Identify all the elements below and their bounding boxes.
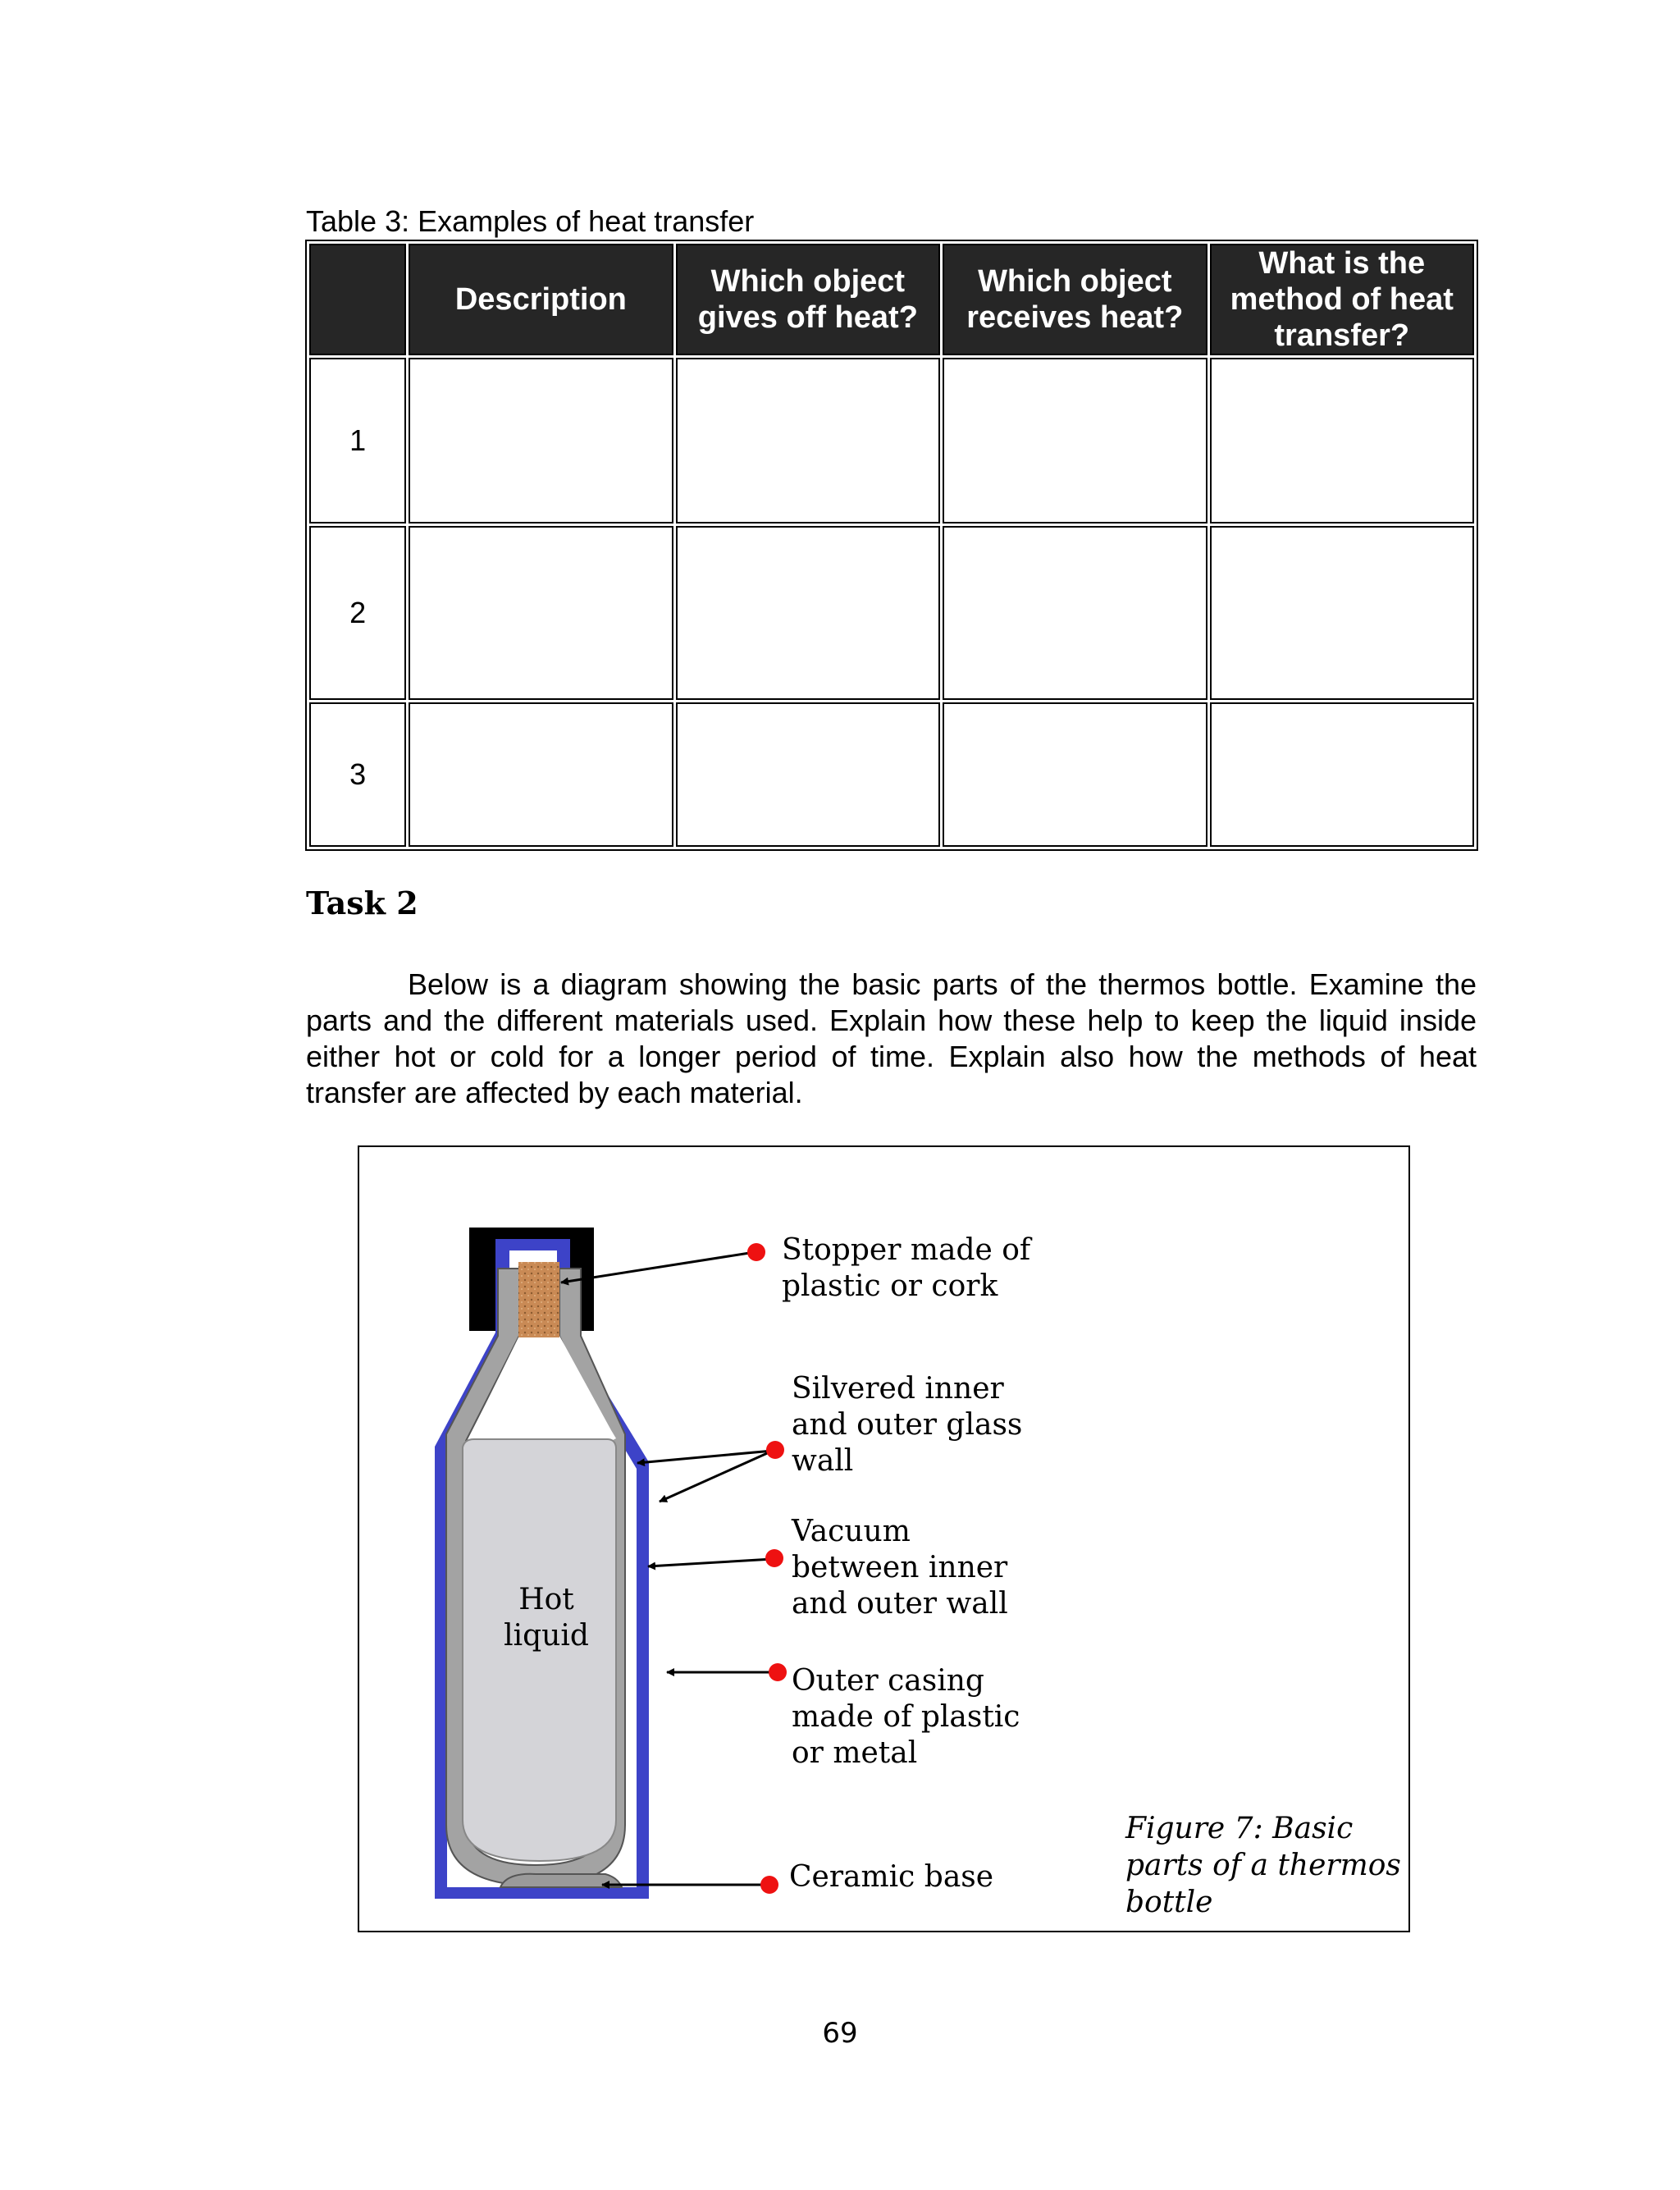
casing-label: or metal bbox=[792, 1736, 918, 1770]
glass-dot bbox=[766, 1441, 784, 1459]
table-row bbox=[309, 702, 1474, 847]
table-header-blank bbox=[309, 244, 406, 355]
casing-label: made of plastic bbox=[792, 1700, 1020, 1734]
table-header-gives-off: Which object gives off heat? bbox=[676, 244, 940, 355]
table-cell bbox=[1210, 702, 1474, 847]
thermos-figure bbox=[358, 1145, 1410, 1932]
table-header-receives: Which object receives heat? bbox=[943, 244, 1207, 355]
heat-transfer-table bbox=[305, 240, 1478, 851]
table-cell bbox=[676, 526, 940, 700]
glass-label: Silvered inner bbox=[792, 1372, 1004, 1406]
page-number: 69 bbox=[822, 2017, 858, 2050]
vacuum-label: between inner bbox=[792, 1551, 1008, 1584]
table-cell bbox=[943, 702, 1207, 847]
cork-stopper bbox=[518, 1262, 559, 1337]
glass-label: wall bbox=[792, 1444, 854, 1478]
row-number: 3 bbox=[309, 702, 406, 847]
base-label: Ceramic base bbox=[789, 1860, 994, 1894]
thermos-diagram bbox=[359, 1147, 1412, 1934]
figure-caption: parts of a thermos bbox=[1125, 1849, 1401, 1882]
table-row bbox=[309, 358, 1474, 523]
table-header-description: Description bbox=[409, 244, 673, 355]
figure-caption: Figure 7: Basic bbox=[1125, 1812, 1354, 1845]
table-cell bbox=[1210, 526, 1474, 700]
casing-label: Outer casing bbox=[792, 1664, 984, 1698]
table-cell bbox=[409, 358, 673, 523]
table-header-method: What is the method of heat transfer? bbox=[1210, 244, 1474, 355]
table-cell bbox=[676, 702, 940, 847]
row-number: 1 bbox=[309, 358, 406, 523]
base-dot bbox=[760, 1876, 778, 1894]
stopper-label: plastic or cork bbox=[782, 1269, 998, 1303]
table-cell bbox=[943, 358, 1207, 523]
table-cell bbox=[409, 702, 673, 847]
vacuum-label: Vacuum bbox=[792, 1515, 911, 1548]
table-caption: Table 3: Examples of heat transfer bbox=[306, 204, 755, 238]
table-cell bbox=[1210, 358, 1474, 523]
vacuum-arrow bbox=[648, 1559, 773, 1566]
task-paragraph: Below is a diagram showing the basic parts of the thermos bottle. Examine the parts and the different materials used. Explain how these help to keep the liquid inside either hot or cold for a longer period of time. Explain also how the methods of heat transfer are affected by each material. bbox=[306, 967, 1477, 1109]
stopper-label: Stopper made of bbox=[782, 1233, 1031, 1267]
glass-label: and outer glass bbox=[792, 1408, 1023, 1442]
stopper-dot bbox=[747, 1243, 765, 1261]
task-heading: Task 2 bbox=[306, 885, 418, 921]
table-cell bbox=[409, 526, 673, 700]
table-header-row bbox=[309, 244, 1474, 355]
table-cell bbox=[943, 526, 1207, 700]
table-cell bbox=[676, 358, 940, 523]
table-row bbox=[309, 526, 1474, 700]
casing-dot bbox=[769, 1663, 787, 1681]
hot-liquid-label: Hot bbox=[518, 1583, 574, 1616]
vacuum-label: and outer wall bbox=[792, 1587, 1008, 1621]
row-number: 2 bbox=[309, 526, 406, 700]
vacuum-dot bbox=[765, 1549, 783, 1567]
hot-liquid-label: liquid bbox=[504, 1619, 589, 1653]
figure-caption: bottle bbox=[1125, 1886, 1213, 1919]
